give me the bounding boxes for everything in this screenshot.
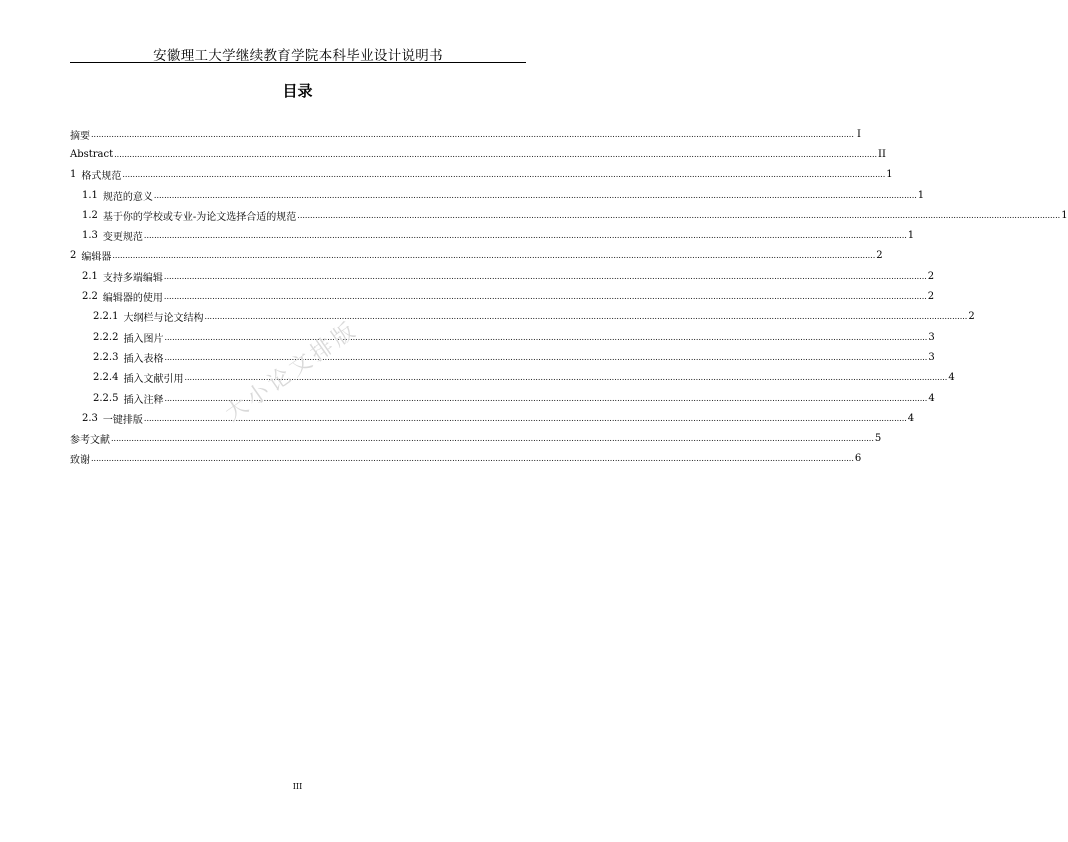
toc-entry-page: 3 [928, 351, 935, 363]
toc-entry-label [93, 391, 163, 406]
toc-entry-label [93, 330, 163, 345]
toc-entry-number: 1.1 [82, 189, 98, 201]
toc-leader-dots: ............................................................................................................................................................................................................................................................................................................ [163, 271, 927, 281]
toc-entry-label [93, 350, 163, 365]
toc-leader-dots: ............................................................................................................................................................................................................................................................................................................ [164, 393, 928, 403]
toc-entry-text: 大纲栏与论文结构 [123, 313, 204, 325]
toc-entry-text: 插入图片 [123, 333, 164, 345]
toc-entry-label [70, 127, 90, 142]
toc-entry-text: 基于你的学校或专业-为论文选择合适的规范 [102, 211, 297, 223]
toc-entry-number: 2.1 [82, 270, 98, 282]
toc-leader-dots: ............................................................................................................................................................................................................................................................................................................ [143, 231, 907, 241]
toc-entry-text: 插入表格 [123, 353, 164, 365]
toc-entry-text: 参考文献 [70, 435, 110, 447]
toc-leader-dots: ............................................................................................................................................................................................................................................................................................................ [164, 352, 928, 362]
page-number: III [292, 782, 303, 791]
toc-entry-label [70, 451, 90, 466]
toc-entry-text: Abstract [70, 148, 114, 160]
toc-entry[interactable] [70, 266, 935, 286]
toc-entry[interactable] [70, 408, 915, 428]
toc-entry-text: 编辑器 [81, 252, 112, 264]
toc-entry-page: 1 [907, 230, 915, 242]
toc-entry-page: 2 [927, 291, 935, 303]
header-rule [70, 62, 526, 63]
toc-leader-dots: ............................................................................................................................................................................................................................................................................................................ [91, 129, 854, 139]
toc-entry-page: 3 [928, 331, 935, 343]
toc-entry-text: 一键排版 [102, 414, 143, 426]
toc-leader-dots: ............................................................................................................................................................................................................................................................................................................ [164, 332, 928, 342]
toc-entry-page: 4 [907, 412, 915, 424]
toc-entry[interactable] [70, 286, 935, 306]
toc-entry-text: 致谢 [70, 455, 90, 467]
toc-entry-number: 2.3 [82, 412, 98, 424]
toc-leader-dots: ............................................................................................................................................................................................................................................................................................................ [91, 454, 854, 464]
toc-entry-label [82, 411, 143, 426]
toc-entry-number: 2 [70, 250, 77, 262]
toc-entry[interactable] [70, 428, 882, 448]
toc-entry-page: I [856, 128, 861, 140]
toc-entry-page: II [878, 148, 886, 160]
toc-entry-text: 编辑器的使用 [102, 293, 163, 305]
toc-entry-text: 规范的意义 [102, 191, 153, 203]
toc-entry-page: 1 [917, 189, 925, 201]
toc-entry-label [70, 431, 110, 446]
toc-entry[interactable] [70, 449, 862, 469]
toc-entry-page: 2 [876, 250, 883, 262]
toc-entry-number: 2.2.4 [93, 372, 119, 384]
toc-entry[interactable] [70, 246, 883, 266]
toc-entry[interactable] [70, 165, 893, 185]
toc-entry-label [70, 248, 111, 263]
toc-entry-label [93, 370, 183, 385]
toc-entry[interactable] [70, 185, 925, 205]
toc-entry-page: 2 [927, 270, 935, 282]
toc-entry-number: 2.2.2 [93, 331, 119, 343]
toc-entry-page: 6 [854, 453, 862, 465]
toc-entry-page: 4 [928, 392, 935, 404]
toc-entry-page: 1 [886, 169, 893, 181]
toc-entry-label [82, 188, 153, 203]
toc-entry[interactable] [70, 205, 1068, 225]
watermark: 大小论文排版 [220, 316, 364, 427]
toc-entry-text: 支持多端编辑 [102, 272, 163, 284]
toc-entry-label [93, 309, 203, 324]
toc-entry-text: 插入文献引用 [123, 374, 184, 386]
toc-leader-dots: ............................................................................................................................................................................................................................................................................................................ [163, 292, 927, 302]
toc-title: 目录 [282, 82, 313, 100]
toc-leader-dots: ............................................................................................................................................................................................................................................................................................................ [204, 312, 968, 322]
table-of-contents [70, 124, 1068, 469]
toc-entry-page: 4 [948, 372, 955, 384]
toc-entry-label [70, 149, 113, 160]
toc-entry-number: 2.2.5 [93, 392, 119, 404]
toc-leader-dots: ............................................................................................................................................................................................................................................................................................................ [297, 210, 1061, 220]
toc-leader-dots: ............................................................................................................................................................................................................................................................................................................ [114, 149, 878, 159]
toc-entry[interactable] [70, 327, 935, 347]
toc-leader-dots: ............................................................................................................................................................................................................................................................................................................ [112, 251, 876, 261]
toc-entry-number: 2.2 [82, 291, 98, 303]
toc-entry-label [82, 289, 163, 304]
toc-entry-text: 变更规范 [102, 232, 143, 244]
toc-entry-label [82, 228, 143, 243]
toc-entry-text: 摘要 [70, 130, 90, 142]
toc-entry-label [70, 167, 121, 182]
toc-entry-number: 2.2.3 [93, 351, 119, 363]
toc-entry-number: 1.2 [82, 209, 98, 221]
toc-entry-text: 插入注释 [123, 394, 164, 406]
toc-entry-label [82, 269, 163, 284]
toc-entry-page: 2 [968, 311, 975, 323]
toc-leader-dots: ............................................................................................................................................................................................................................................................................................................ [143, 413, 907, 423]
toc-entry-text: 格式规范 [81, 171, 122, 183]
toc-entry[interactable] [70, 124, 861, 144]
toc-entry-number: 1 [70, 169, 77, 181]
page-header: 安徽理工大学继续教育学院本科毕业设计说明书 [153, 48, 443, 64]
toc-entry[interactable] [70, 144, 886, 164]
toc-leader-dots: ............................................................................................................................................................................................................................................................................................................ [184, 373, 948, 383]
toc-entry-page: 5 [874, 433, 882, 445]
toc-entry-number: 2.2.1 [93, 311, 119, 323]
toc-entry-page: 1 [1061, 209, 1068, 221]
toc-entry-number: 1.3 [82, 230, 98, 242]
toc-entry[interactable] [70, 225, 915, 245]
toc-entry[interactable] [70, 388, 935, 408]
toc-entry[interactable] [70, 307, 975, 327]
toc-leader-dots: ............................................................................................................................................................................................................................................................................................................ [153, 190, 917, 200]
toc-entry-label [82, 208, 296, 223]
toc-leader-dots: ............................................................................................................................................................................................................................................................................................................ [122, 170, 886, 180]
toc-leader-dots: ............................................................................................................................................................................................................................................................................................................ [111, 434, 874, 444]
